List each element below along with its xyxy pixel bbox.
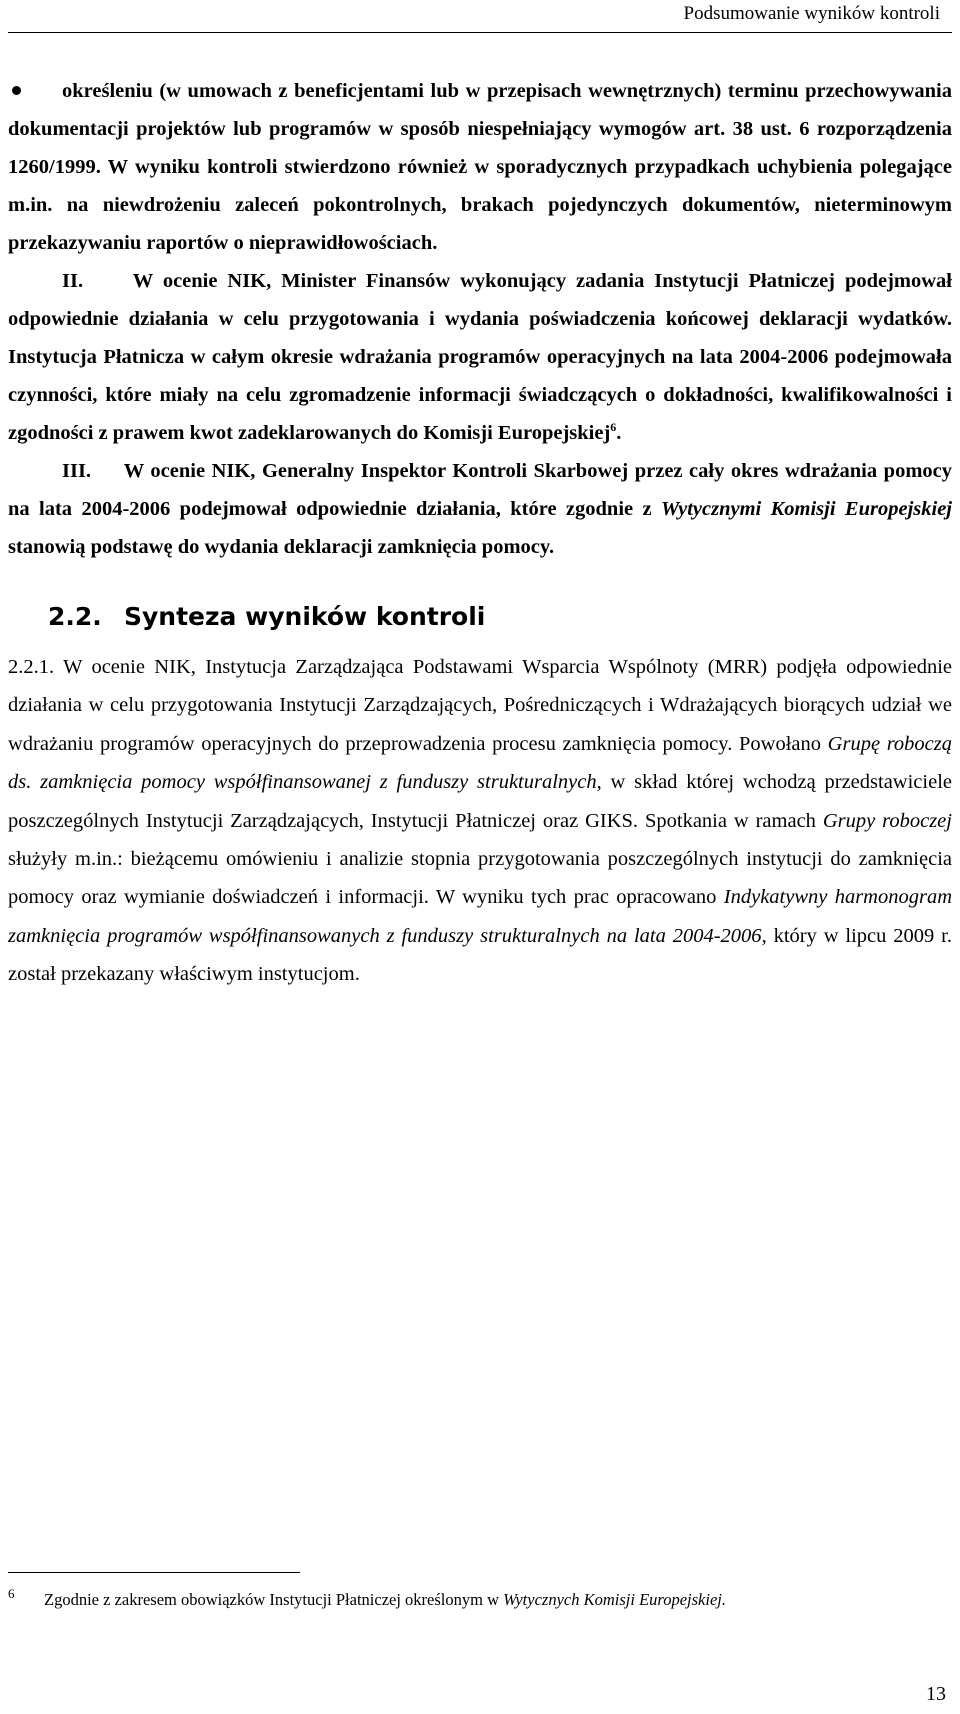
paragraph-2-2-1-text-3: służyły m.in.: bieżącemu omówieniu i analizie stopnia przygotowania poszczególnych instytucji do zamknięcia pomocy oraz wymianie doświadczeń i informacji. W wyniku tych prac opracowano [8,848,952,909]
footnote [8,1588,952,1612]
paragraph-iii-italic: Wytycznymi Komisji Europejskiej [661,498,952,520]
paragraph-2-2-1-italic-1: Grupę roboczą ds. zamknięcia pomocy współfinansowanej z funduszy strukturalnych [8,732,952,794]
paragraph-iii-text-end: stanowią podstawę do wydania deklaracji zamknięcia pomocy. [8,536,555,558]
paragraph-2-2-1-text-1: W ocenie NIK, Instytucja Zarządzająca Podstawami Wsparcia Wspólnoty (MRR) podjęła odpowiednie działania w celu przygotowania Instytucji Zarządzających, Pośredniczących i Wdrażających biorących udział we wdrażaniu programów operacyjnych do przeprowadzenia procesu zamknięcia pomocy. Powołano [8,656,952,755]
paragraph-2-2-1-number: 2.2.1. [8,656,55,678]
paragraph-iii [8,452,952,566]
paragraph-2-2-1-text-4: , który w lipcu 2009 r. został przekazany właściwym instytucjom. [8,924,952,986]
paragraph-iii-number: III. [62,460,92,482]
footnote-text [44,1588,952,1612]
header-rule [8,32,952,33]
paragraph-ii-text: W ocenie NIK, Minister Finansów wykonujący zadania Instytucji Płatniczej podejmował odpowiednie działania w celu przygotowania i wydania poświadczenia końcowej deklaracji wydatków. Instytucja Płatnicza w całym okresie wdrażania programów operacyjnych na lata 2004-2006 podejmowała czynności, które miały na celu zgromadzenie informacji świadczących o dokładności, kwalifikowalności i zgodności z prawem kwot zadeklarowanych do Komisji Europejskiej [8,270,952,444]
running-header: Podsumowanie wyników kontroli [683,3,940,24]
paragraph-2-2-1-italic-3: Indykatywny harmonogram zamknięcia programów współfinansowanych z funduszy strukturalnych na lata 2004-2006 [8,886,953,947]
page-number: 13 [926,1683,946,1705]
paragraph-2-2-1 [8,648,952,994]
paragraph-2-2-1-italic-2: Grupy roboczej [822,809,952,832]
bullet-item [8,72,952,262]
paragraph-2-2-1-text-2: , w skład której wchodzą przedstawiciele poszczególnych Instytucji Zarządzających, Instytucji Płatniczej oraz GIKS. Spotkania w ramach [8,771,952,832]
main-content [8,72,952,994]
bullet-icon [12,86,21,95]
section-heading [48,600,952,634]
paragraph-ii-number: II. [62,270,84,292]
paragraph-iii-text: W ocenie NIK, Generalny Inspektor Kontroli Skarbowej przez cały okres wdrażania pomocy na lata 2004-2006 podejmował odpowiednie działania, które zgodnie z [8,460,952,520]
paragraph-ii [8,262,952,452]
bullet-paragraph: określeniu (w umowach z beneficjentami lub w przepisach wewnętrznych) terminu przechowywania dokumentacji projektów lub programów w sposób niespełniający wymogów art. 38 ust. 6 rozporządzenia 1260/1999. W wyniku kontroli stwierdzono również w sporadycznych przypadkach uchybienia polegające m.in. na niewdrożeniu zaleceń pokontrolnych, brakach pojedynczych dokumentów, nieterminowym przekazywaniu raportów o nieprawidłowościach. [8,80,952,254]
paragraph-ii-end: . [616,422,622,444]
footnote-mark: 6 [8,1586,15,1601]
footnote-reference[interactable]: 6 [610,420,617,435]
footnote-rule [8,1572,300,1573]
footnote-text-italic: Wytycznych Komisji Europejskiej. [503,1590,726,1609]
section-number: 2.2. [48,602,102,631]
section-title: Synteza wyników kontroli [124,602,486,631]
footnote-text-main: Zgodnie z zakresem obowiązków Instytucji Płatniczej określonym w [44,1590,504,1609]
